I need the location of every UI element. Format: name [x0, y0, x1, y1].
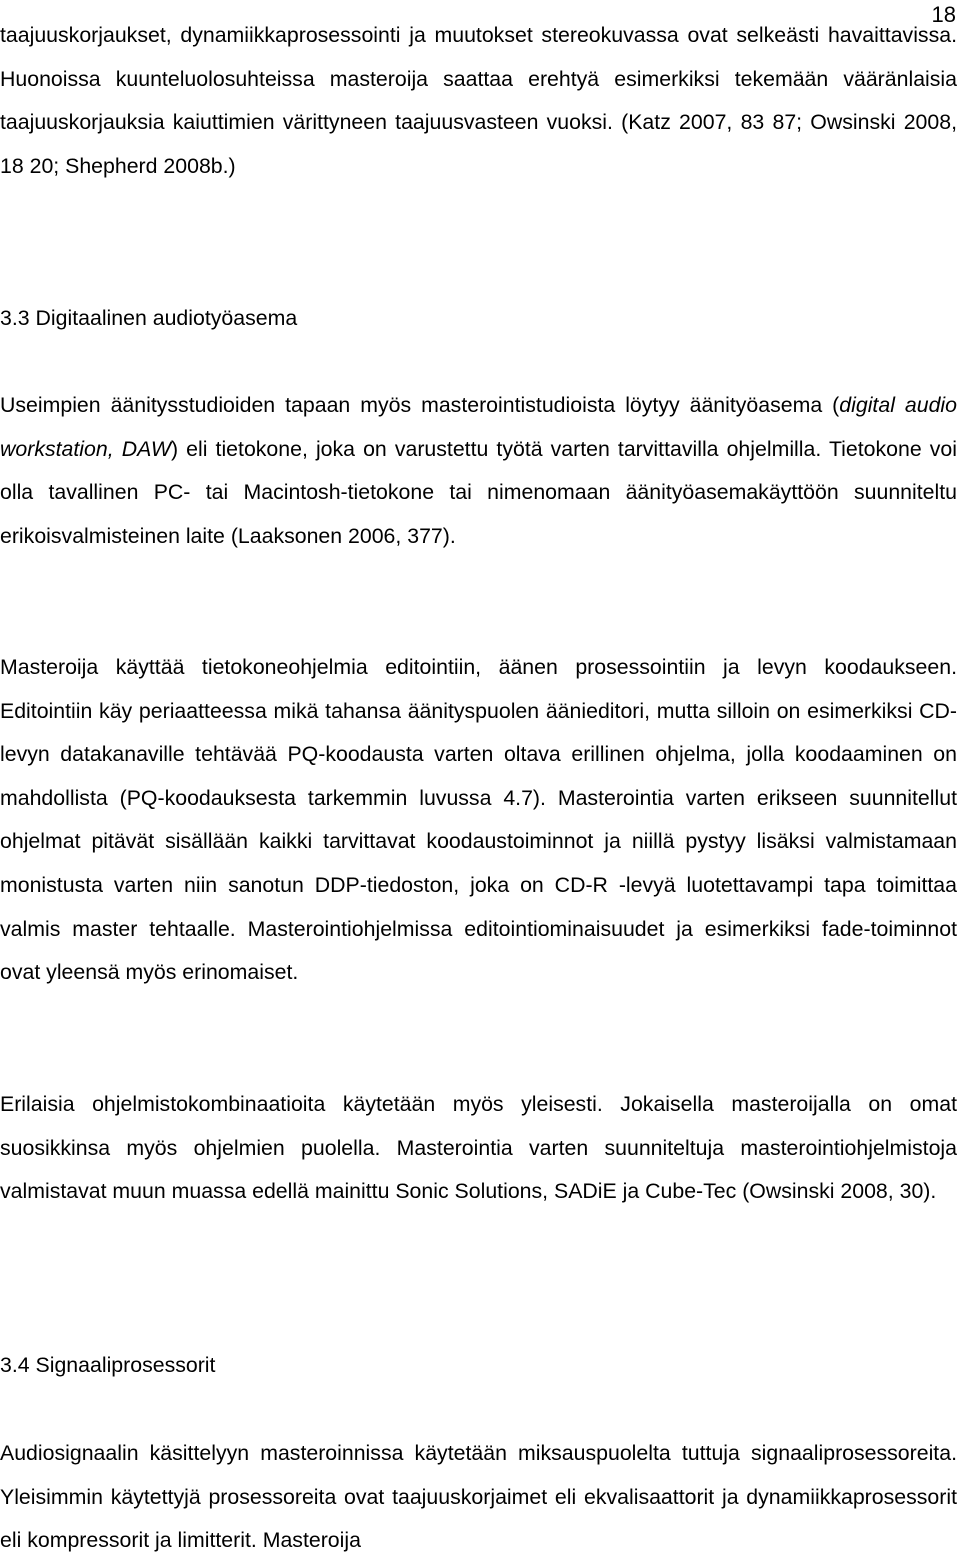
page-number: 18 [931, 2, 956, 27]
paragraph-signal-processors: Audiosignaalin käsittelyyn masteroinnissa käytetään miksauspuolelta tuttuja signaaliprosessoreita. Yleisimmin käytettyjä prosessoreita ovat taajuuskorjaimet eli ekvalisaattorit ja dynamiikkaprosessorit eli kompressorit ja limitterit. Masteroija [0, 1441, 957, 1553]
paragraph-daw-text-b: ) eli tietokone, joka on varustettu työtä varten tarvittavilla ohjelmilla. Tietokone voi olla tavallinen PC- tai Macintosh-tietokone tai nimenomaan äänityöasemakäyttöön suunniteltu erikoisvalmisteinen laite (Laaksonen 2006, 377). [0, 436, 957, 548]
paragraph-listening-conditions: taajuuskorjaukset, dynamiikkaprosessointi ja muutokset stereokuvassa ovat selkeästi havaittavissa. Huonoissa kuunteluolosuhteissa masteroija saattaa erehtyä esimerkiksi tekemään vääränlaisia taajuuskorjauksia kaiuttimien värittyneen taajuusvasteen vuoksi. (Katz 2007, 83 87; Owsinski 2008, 18 20; Shepherd 2008b.) [0, 23, 957, 178]
paragraph-daw-intro [0, 384, 957, 558]
paragraph-daw-italic-term: digital audio workstation, DAW [0, 393, 958, 461]
paragraph-mastering-software: Masteroija käyttää tietokoneohjelmia editointiin, äänen prosessointiin ja levyn koodaukseen. Editointiin käy periaatteessa mikä tahansa äänityspuolen äänieditori, mutta silloin on esimerkiksi CD-levyn datakanaville tehtävää PQ-koodausta varten oltava erillinen ohjelma, jolla koodaaminen on mahdollista (PQ-koodauksesta tarkemmin luvussa 4.7). Masterointia varten erikseen suunnitellut ohjelmat pitävät sisällään kaikki tarvittavat koodaustoiminnot ja niillä pystyy lisäksi valmistamaan monistusta varten niin sanotun DDP-tiedoston, joka on CD-R -levyä luotettavampi tapa toimittaa valmis master tehtaalle. Masterointiohjelmissa editointiominaisuudet ja esimerkiksi fade-toiminnot ovat yleensä myös erinomaiset. [0, 655, 957, 985]
section-heading-3-3: 3.3 Digitaalinen audiotyöasema [0, 306, 298, 330]
paragraph-software-combinations: Erilaisia ohjelmistokombinaatioita käytetään myös yleisesti. Jokaisella masteroijalla on omat suosikkinsa myös ohjelmien puolella. Masterointia varten suunniteltuja masterointiohjelmistoja valmistavat muun muassa edellä mainittu Sonic Solutions, SADiE ja Cube-Tec (Owsinski 2008, 30). [0, 1092, 957, 1204]
section-heading-3-4: 3.4 Signaaliprosessorit [0, 1353, 216, 1377]
paragraph-daw-text-a: Useimpien äänitysstudioiden tapaan myös masterointistudioista löytyy äänityöasema ( [0, 393, 840, 417]
